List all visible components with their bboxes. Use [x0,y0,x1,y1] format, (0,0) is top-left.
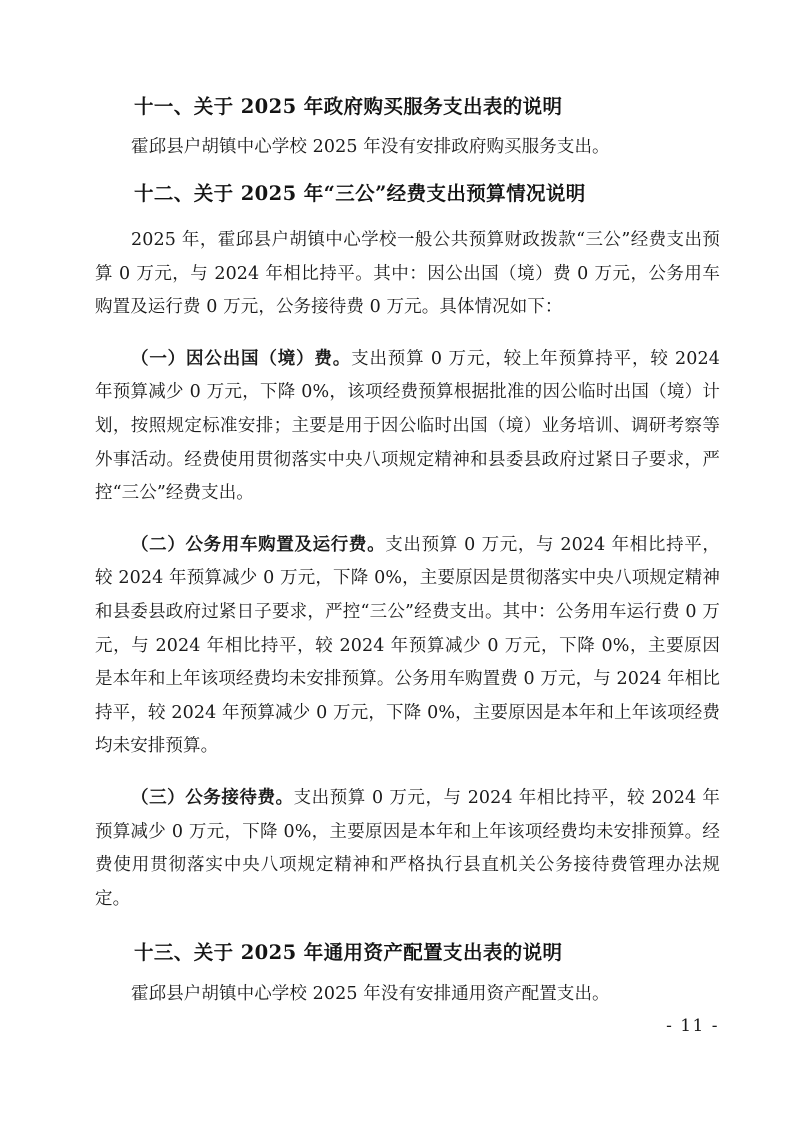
paragraph-12-item-1 [95,343,720,511]
paragraph-12-item-2-lead: （二）公务用车购置及运行费。 [131,534,386,555]
paragraph-12-item-2-text: 支出预算 0 万元，与 2024 年相比持平，较 2024 年预算减少 0 万元，下降 0%，主要原因是贯彻落实中央八项规定精神和县委县政府过紧日子要求，严控“三公”经费支出。其中：公务用车运行费 0 万元，与 2024 年相比持平，较 2024 年预算减少 0 万元，下降 0%，主要原因是本年和上年该项经费均未安排预算。公务用车购置费 0 万元，与 2024 年相比持平，较 2024 年预算减少 0 万元，下降 0%，主要原因是本年和上年该项经费均未安排预算。 [95,534,720,757]
paragraph-11-1: 霍邱县户胡镇中心学校 2025 年没有安排政府购买服务支出。 [131,137,610,158]
document-body [95,92,720,1011]
paragraph-13-1: 霍邱县户胡镇中心学校 2025 年没有安排通用资产配置支出。 [131,983,610,1004]
paragraph-12-item-1-text: 支出预算 0 万元，较上年预算持平，较 2024 年预算减少 0 万元，下降 0%，该项经费预算根据批准的因公临时出国（境）计划，按照规定标准安排；主要是用于因公临时出国（境）业务培训、调研考察等外事活动。经费使用贯彻落实中央八项规定精神和县委县政府过紧日子要求，严控“三公”经费支出。 [95,348,720,504]
paragraph-12-item-2 [95,529,720,764]
paragraph-12-intro: 2025 年，霍邱县户胡镇中心学校一般公共预算财政拨款“三公”经费支出预算 0 万元，与 2024 年相比持平。其中：因公出国（境）费 0 万元，公务用车购置及运行费 0 万元，公务接待费 0 万元。具体情况如下： [95,230,720,318]
section-heading-13: 十三、关于 2025 年通用资产配置支出表的说明 [134,941,563,965]
paragraph-12-item-1-lead: （一）因公出国（境）费。 [131,348,352,369]
paragraph-12-item-3-lead: （三）公务接待费。 [131,788,294,808]
section-heading-12: 十二、关于 2025 年“三公”经费支出预算情况说明 [134,181,586,205]
paragraph-12-item-3 [95,782,720,916]
section-heading-11: 十一、关于 2025 年政府购买服务支出表的说明 [134,95,563,118]
paragraph-12-item-3-text: 支出预算 0 万元，与 2024 年相比持平，较 2024 年预算减少 0 万元，下降 0%，主要原因是本年和上年该项经费均未安排预算。经费使用贯彻落实中央八项规定精神和严格执行县直机关公务接待费管理办法规定。 [95,788,720,909]
page-number: - 11 - [666,1016,719,1036]
